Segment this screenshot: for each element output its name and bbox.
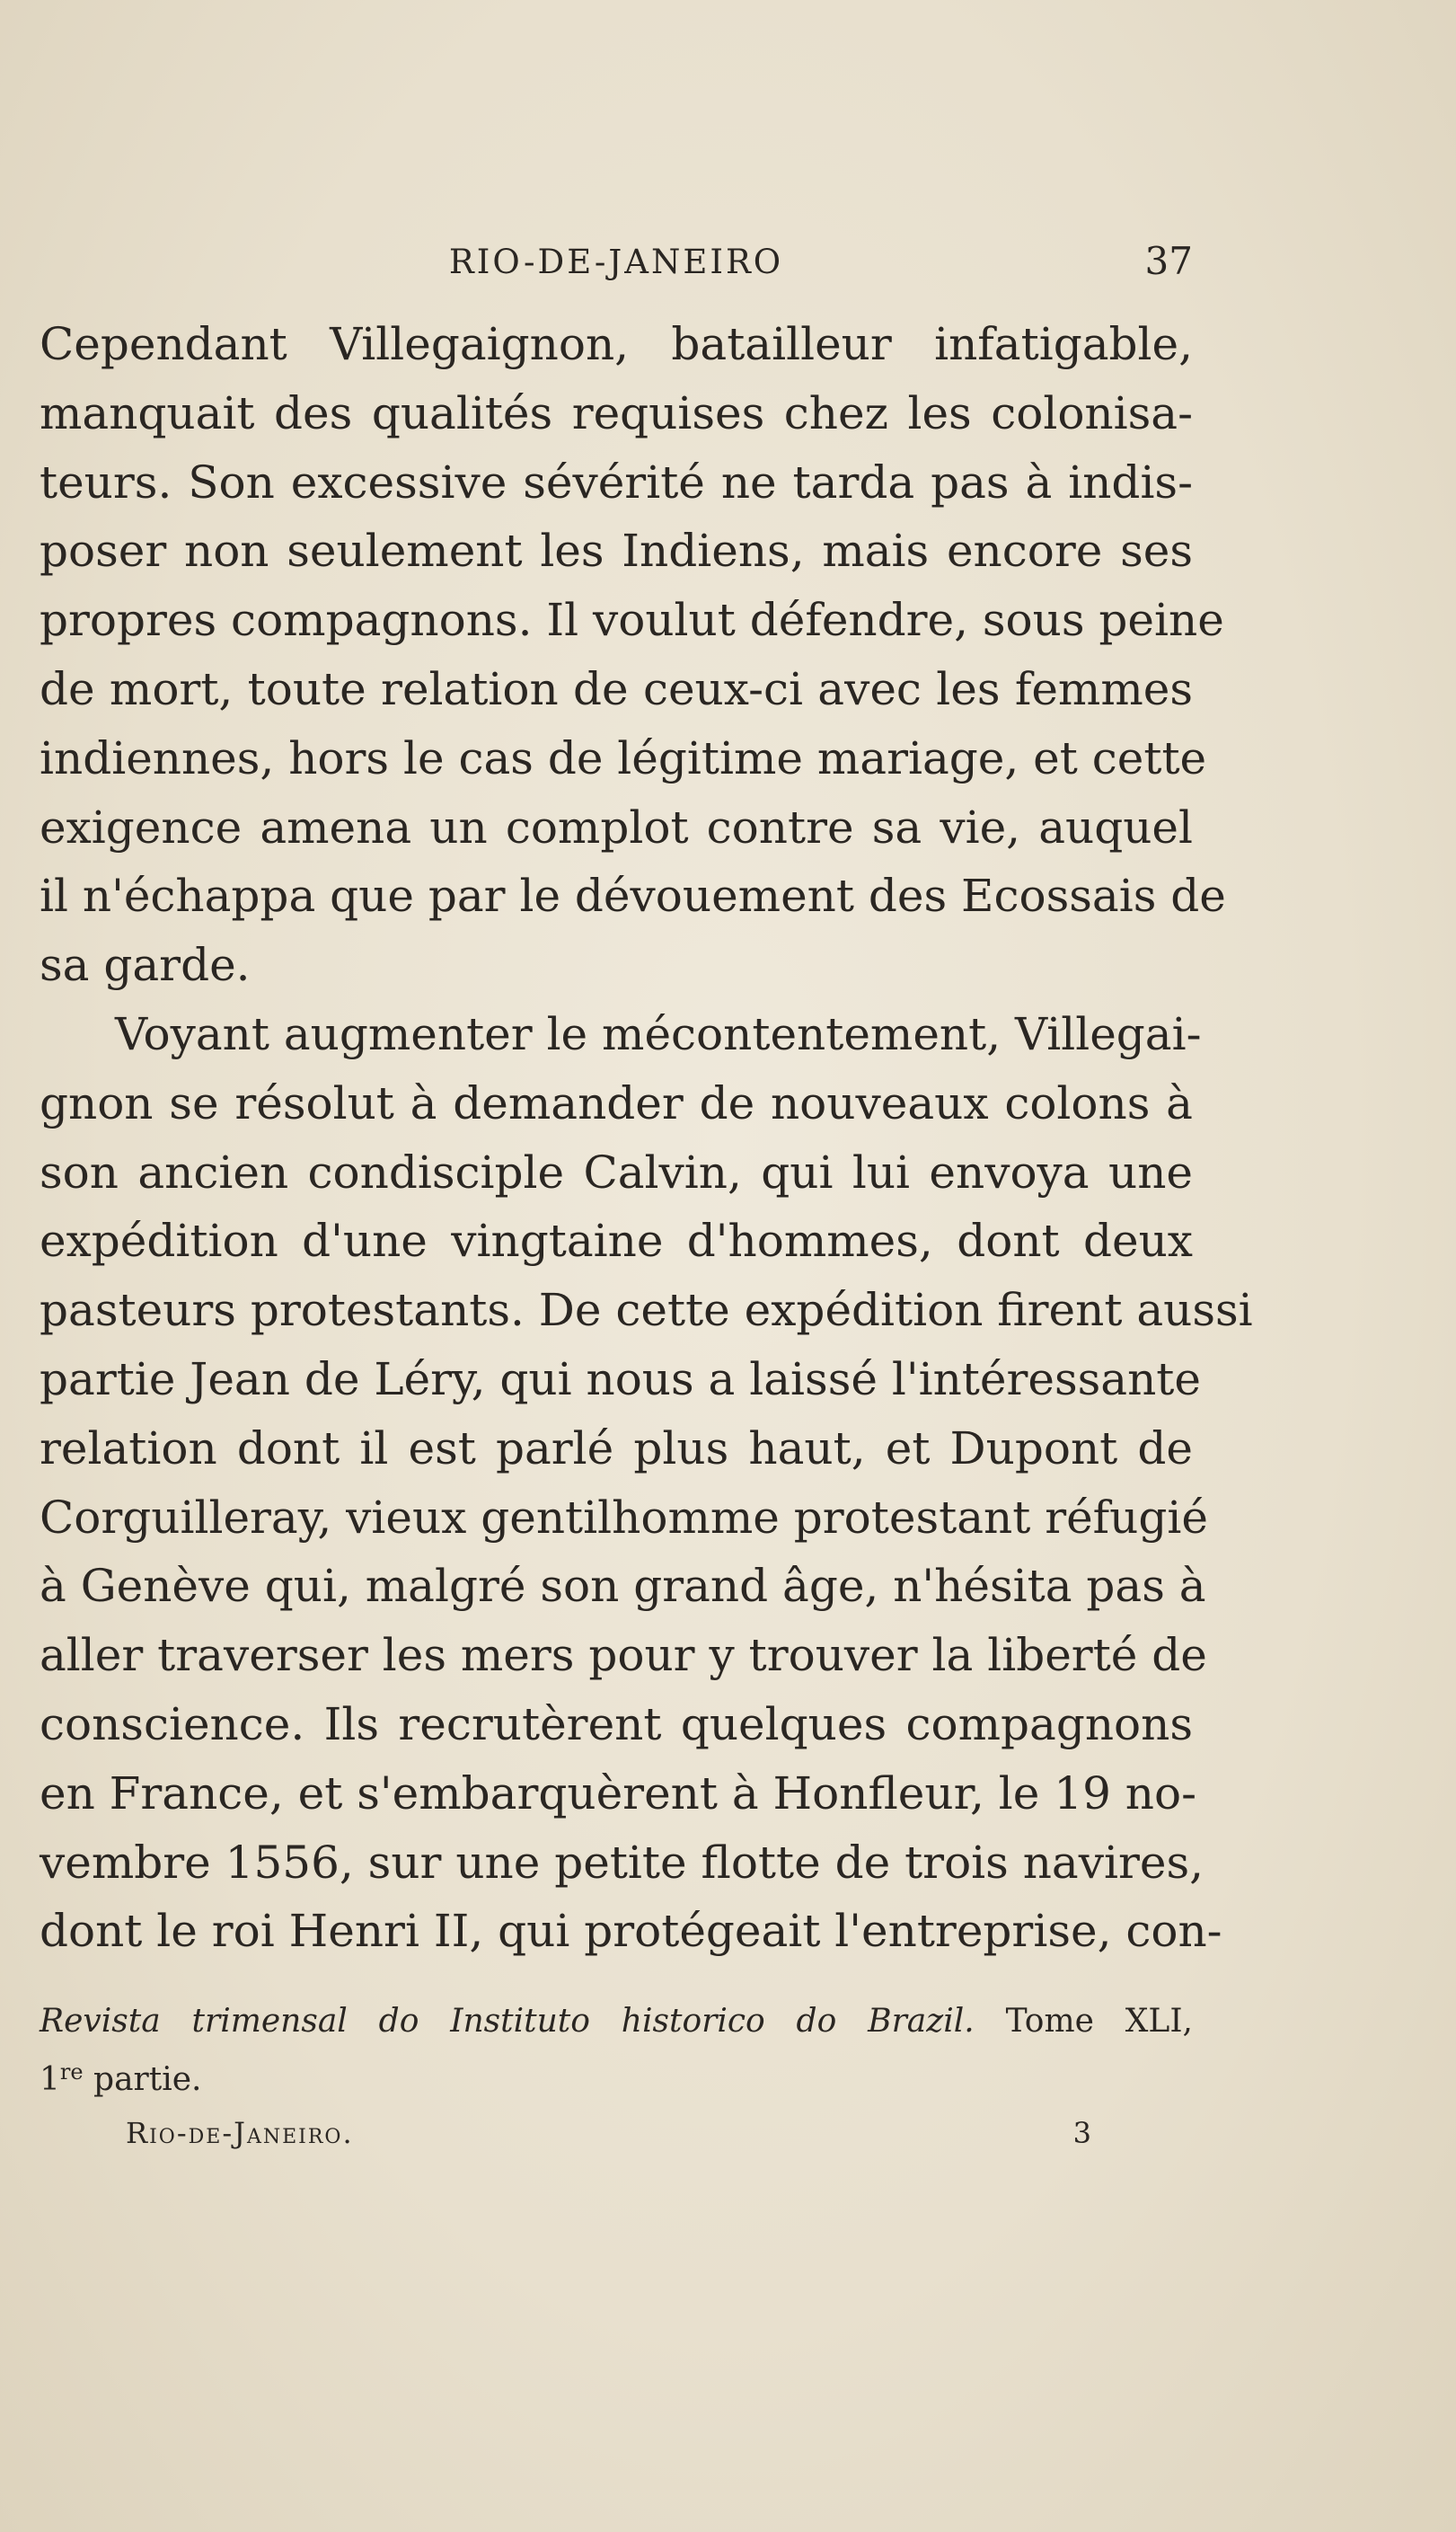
footnote-part-number: 1 xyxy=(40,2061,60,2098)
footnote-part-label: partie. xyxy=(93,2061,202,2098)
body-text xyxy=(40,310,1253,1966)
page-number: 37 xyxy=(1144,239,1193,283)
text-line: indiennes, hors le cas de légitime mariage, et cette xyxy=(40,731,1207,784)
text-line: expédition d'une vingtaine d'hommes, dont deux xyxy=(40,1215,1193,1268)
text-line: dont le roi Henri II, qui protégeait l'entreprise, con- xyxy=(40,1905,1222,1958)
text-line: partie Jean de Léry, qui nous a laissé l'intéressante xyxy=(40,1352,1201,1405)
text-line: sa garde. xyxy=(40,939,251,992)
text-line: propres compagnons. Il voulut défendre, sous peine xyxy=(40,594,1224,647)
text-line: pasteurs protestants. De cette expédition firent aussi xyxy=(40,1284,1253,1337)
text-line: teurs. Son excessive sévérité ne tarda pas à indis- xyxy=(40,456,1193,509)
text-line: poser non seulement les Indiens, mais encore ses xyxy=(40,525,1193,578)
signature-line xyxy=(126,2116,1091,2161)
text-line: gnon se résolut à demander de nouveaux colons à xyxy=(40,1076,1193,1129)
footnote-title: Revista trimensal do Instituto historico do Brazil. xyxy=(40,2003,975,2040)
text-line: son ancien condisciple Calvin, qui lui envoya une xyxy=(40,1146,1193,1199)
footnote xyxy=(40,1996,1193,2097)
text-line: de mort, toute relation de ceux-ci avec les femmes xyxy=(40,662,1193,715)
footnote-part-superscript: re xyxy=(59,2059,84,2085)
text-line: manquait des qualités requises chez les colonisa- xyxy=(40,386,1193,439)
signature-number: 3 xyxy=(1072,2116,1091,2150)
text-line: à Genève qui, malgré son grand âge, n'hésita pas à xyxy=(40,1560,1206,1613)
text-line: exigence amena un complot contre sa vie, auquel xyxy=(40,801,1193,854)
text-line: en France, et s'embarquèrent à Honfleur, le 19 no- xyxy=(40,1766,1196,1819)
text-line: conscience. Ils recrutèrent quelques compagnons xyxy=(40,1697,1193,1750)
footnote-line xyxy=(40,2047,1193,2097)
running-head xyxy=(40,235,1193,289)
text-line: aller traverser les mers pour y trouver la liberté de xyxy=(40,1629,1207,1682)
footnote-line xyxy=(40,1996,1193,2047)
text-line: Corguilleray, vieux gentilhomme protestant réfugié xyxy=(40,1491,1208,1544)
text-line: vembre 1556, sur une petite flotte de trois navires, xyxy=(40,1836,1205,1889)
running-title: RIO-DE-JANEIRO xyxy=(448,243,784,281)
text-line: Voyant augmenter le mécontentement, Villegai- xyxy=(115,1007,1202,1060)
footnote-volume: Tome XLI, xyxy=(1005,2003,1193,2040)
text-line: relation dont il est parlé plus haut, et Dupont de xyxy=(40,1421,1193,1474)
signature-label: Rio-de-Janeiro. xyxy=(126,2116,354,2150)
text-line: Cependant Villegaignon, batailleur infatigable, xyxy=(40,318,1193,370)
text-line: il n'échappa que par le dévouement des Ecossais de xyxy=(40,870,1226,923)
